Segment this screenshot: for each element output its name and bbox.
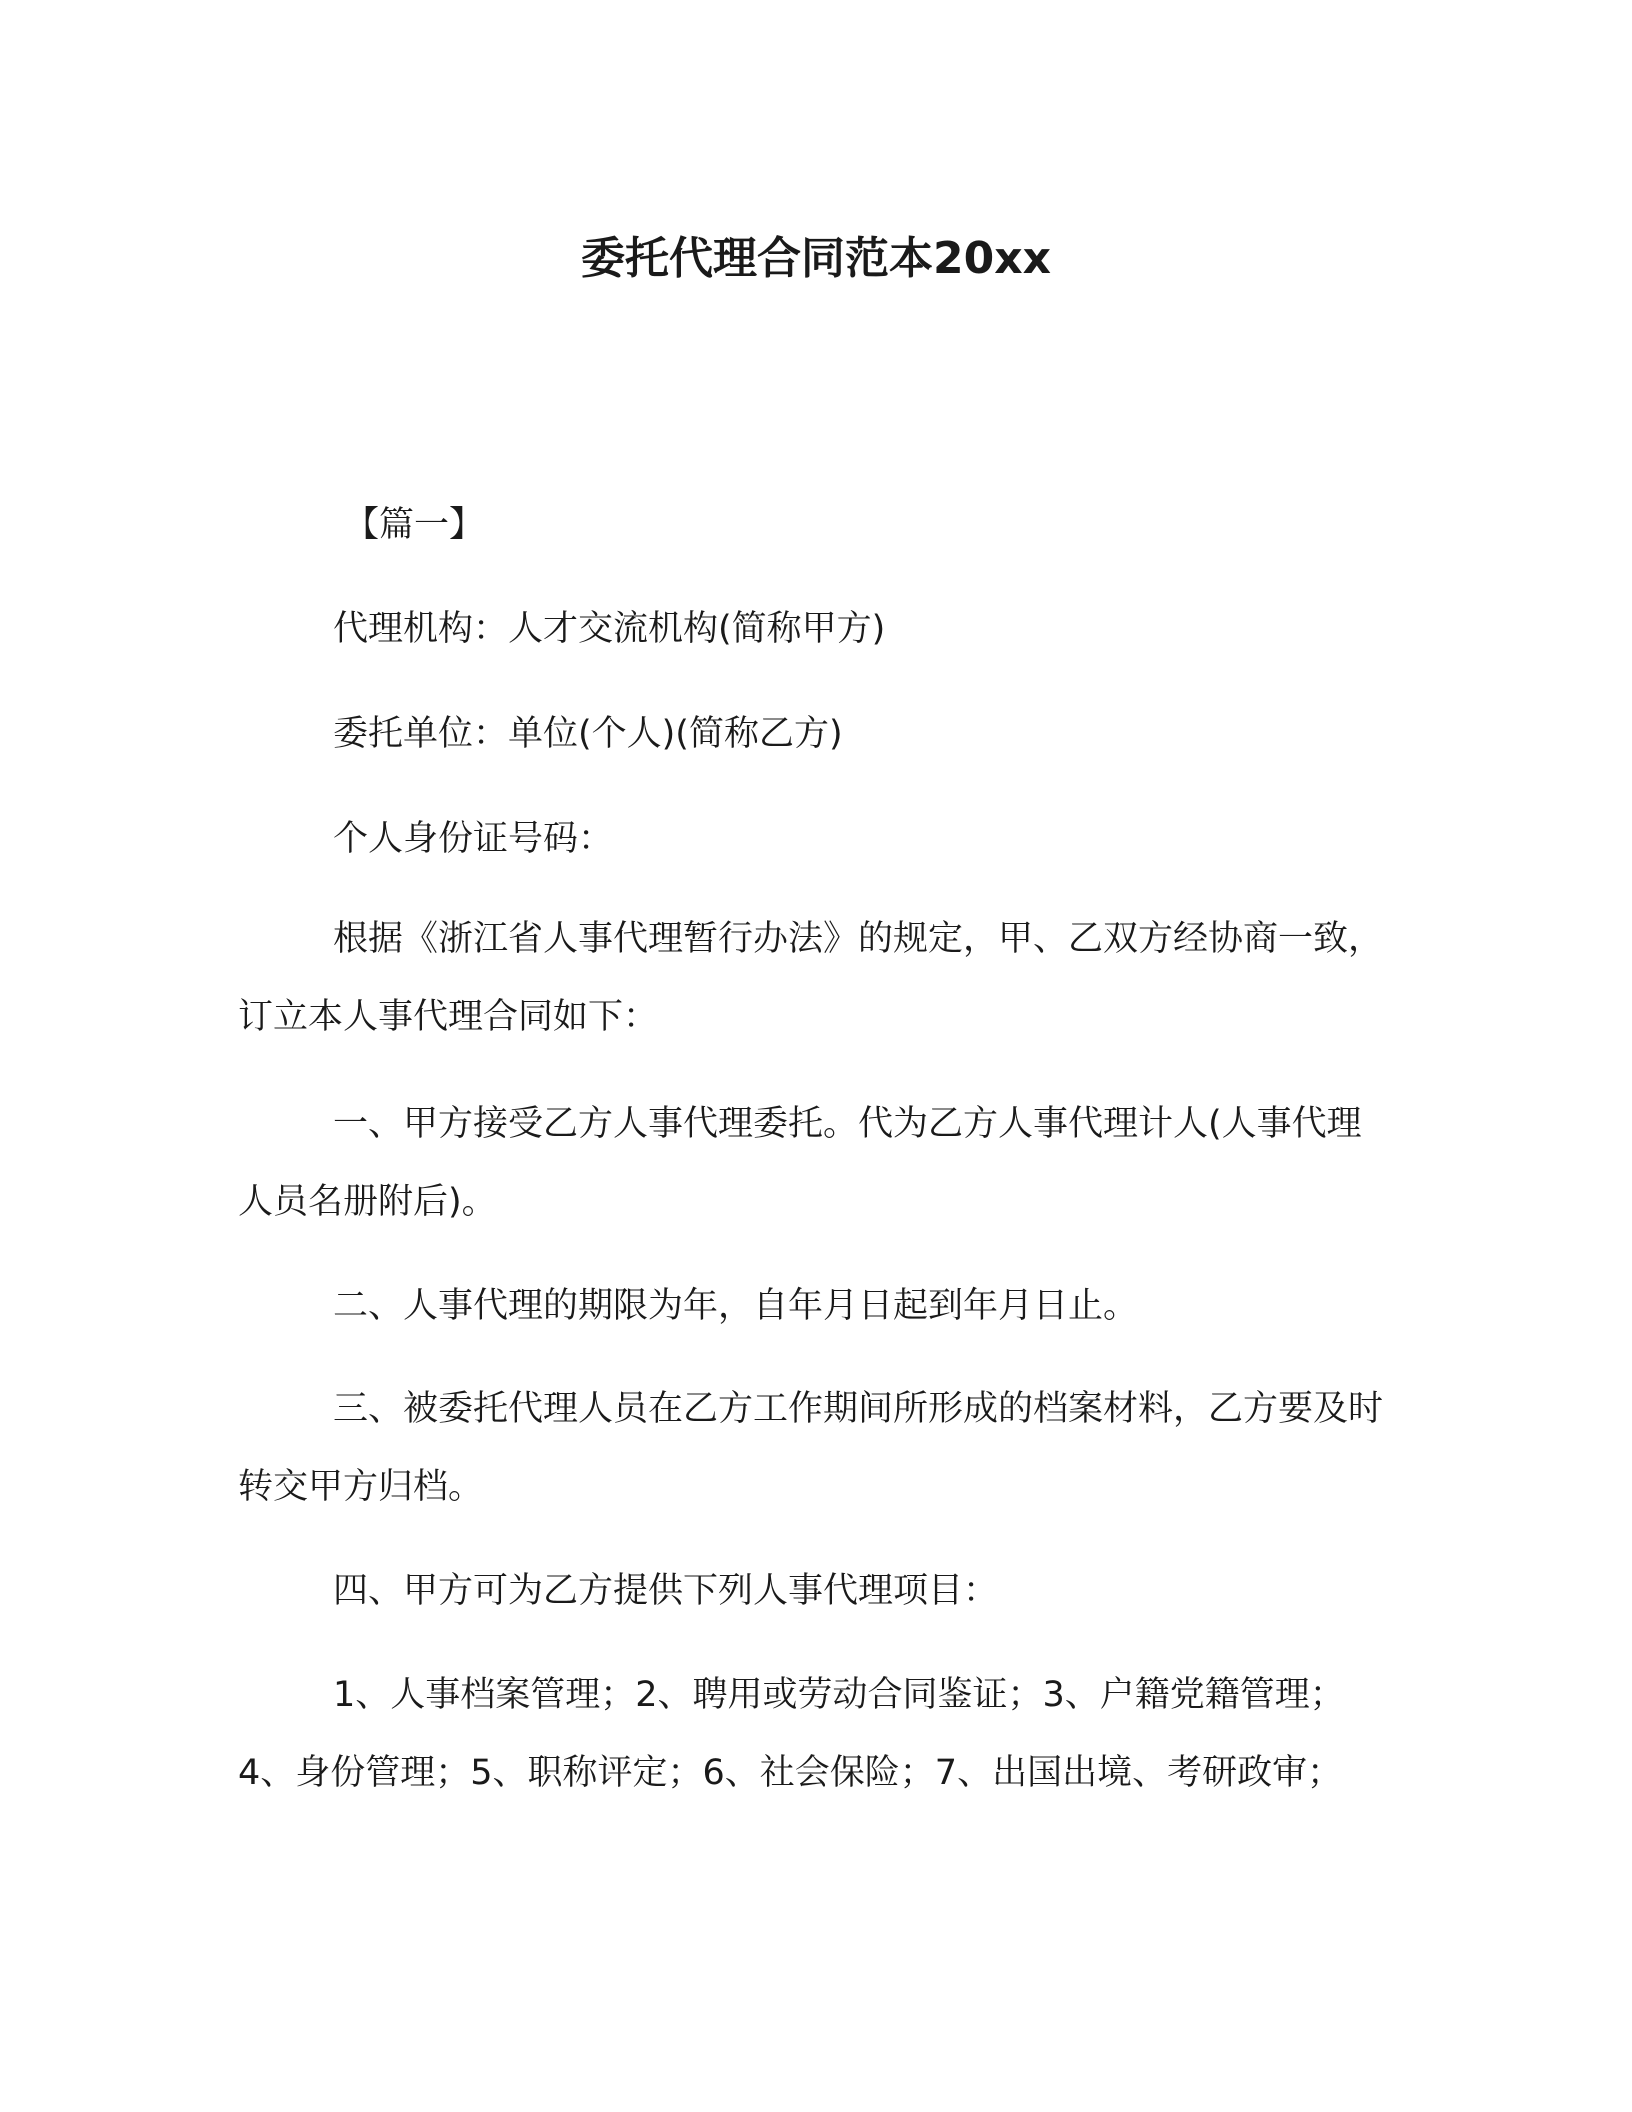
paragraph-agency: 代理机构：人才交流机构(简称甲方) xyxy=(333,609,886,649)
document-title: 委托代理合同范本20xx xyxy=(581,233,1051,284)
paragraph-client: 委托单位：单位(个人)(简称乙方) xyxy=(333,714,843,754)
paragraph-clause-2: 二、人事代理的期限为年，自年月日起到年月日止。 xyxy=(333,1286,1139,1326)
paragraph-id-number: 个人身份证号码： xyxy=(333,819,614,859)
paragraph-basis: 根据《浙江省人事代理暂行办法》的规定，甲、乙双方经协商一致，订立本人事代理合同如下： xyxy=(238,919,1384,1037)
paragraph-clause-1: 一、甲方接受乙方人事代理委托。代为乙方人事代理计人(人事代理人员名册附后)。 xyxy=(238,1104,1362,1222)
paragraph-service-items: 1、人事档案管理；2、聘用或劳动合同鉴证；3、户籍党籍管理；4、身份管理；5、职称评定；6、社会保险；7、出国出境、考研政审； xyxy=(238,1675,1345,1793)
paragraph-clause-3: 三、被委托代理人员在乙方工作期间所形成的档案材料，乙方要及时转交甲方归档。 xyxy=(238,1389,1384,1507)
section-heading: 【篇一】 xyxy=(344,505,485,545)
paragraph-clause-4: 四、甲方可为乙方提供下列人事代理项目： xyxy=(333,1571,999,1611)
